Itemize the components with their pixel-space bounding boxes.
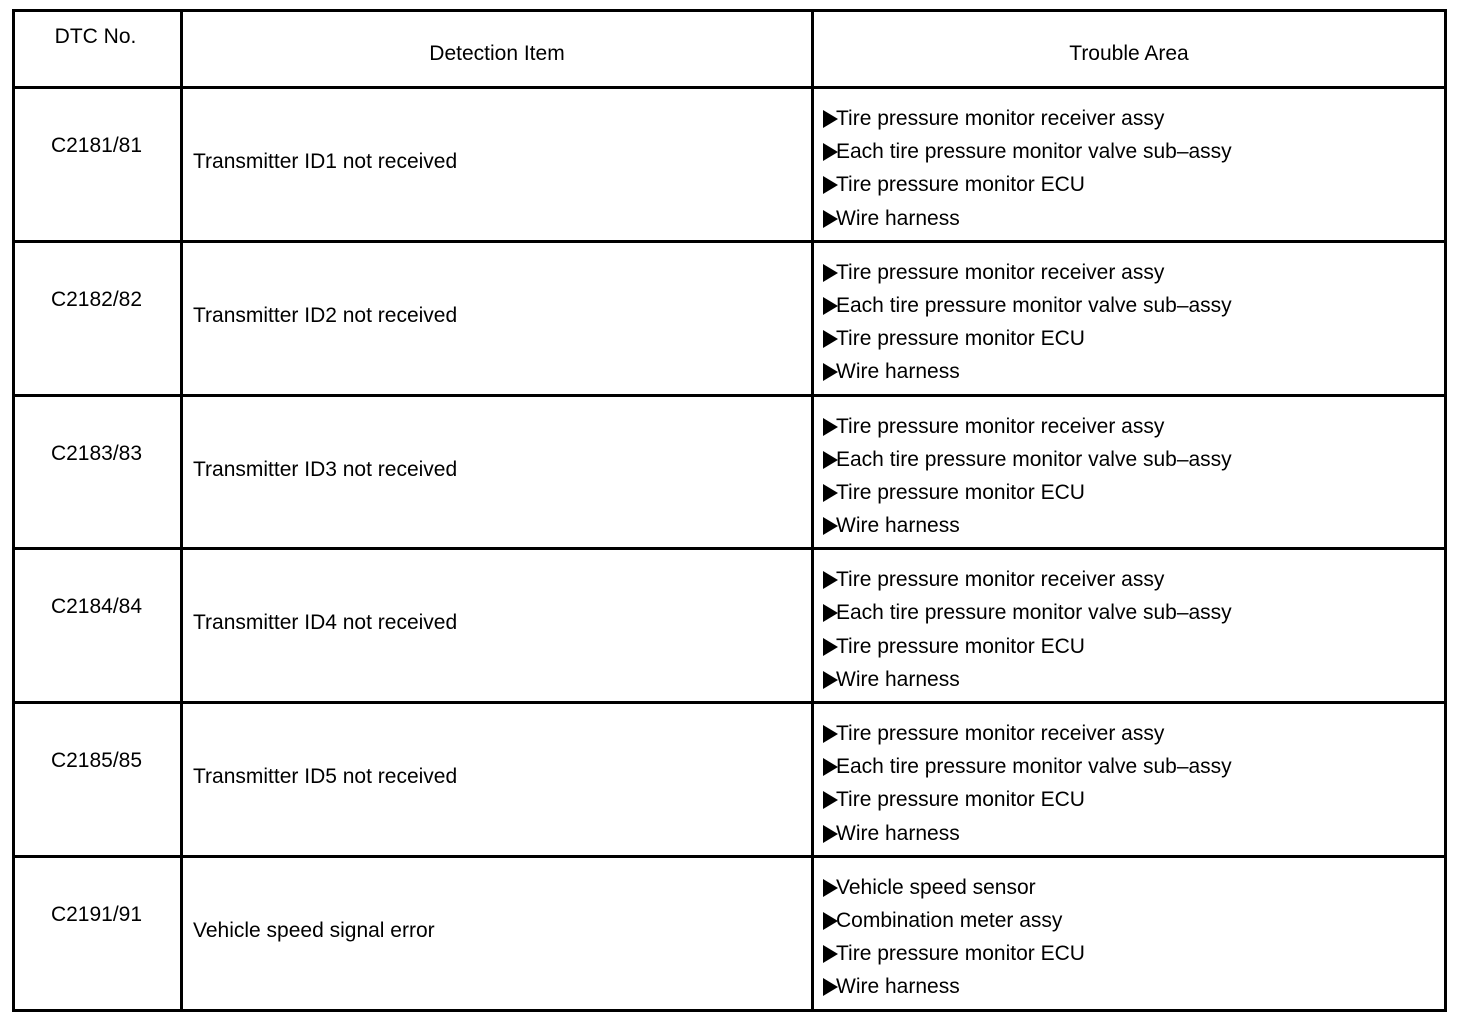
trouble-area-text: Tire pressure monitor ECU [836,942,1085,966]
list-item [823,514,1444,547]
table-row [14,549,1446,703]
header-dtc-no [14,11,182,88]
dtc-code: C2185/85 [50,749,143,772]
trouble-area-text: Tire pressure monitor receiver assy [836,260,1165,284]
trouble-area-text: Tire pressure monitor ECU [836,173,1085,197]
list-item [823,140,1444,173]
list-item [823,173,1444,206]
dtc-code-cell [14,703,182,857]
trouble-area-text: Tire pressure monitor ECU [836,788,1085,812]
header-dtc-no-label: DTC No. [54,25,137,48]
list-item [823,942,1444,975]
dtc-code-cell [14,549,182,703]
dtc-code-cell [14,241,182,395]
list-item [823,261,1444,294]
detection-item: Transmitter ID5 not received [193,765,458,788]
detection-item-cell [182,703,813,857]
list-item [823,876,1444,909]
detection-item: Transmitter ID2 not received [193,303,458,327]
detection-item-cell [182,88,813,242]
trouble-area-text: Wire harness [836,514,960,538]
list-item [823,635,1444,668]
trouble-area-cell [813,703,1446,857]
detection-item: Transmitter ID4 not received [193,611,458,635]
dtc-code: C2182/82 [50,287,143,311]
list-item [823,909,1444,942]
trouble-area-text: Wire harness [836,667,960,691]
list-item [823,568,1444,601]
trouble-area-cell [813,856,1446,1010]
trouble-area-list [814,253,1444,394]
trouble-area-cell [813,88,1446,242]
table-row [14,241,1446,395]
table-row [14,395,1446,549]
trouble-area-cell [813,549,1446,703]
trouble-area-cell [813,395,1446,549]
trouble-area-text: Wire harness [836,975,960,999]
header-row [14,11,1446,88]
header-trouble-area-label: Trouble Area [1069,42,1189,65]
detection-item-cell [182,395,813,549]
trouble-area-cell [813,241,1446,395]
list-item [823,788,1444,821]
trouble-area-text: Tire pressure monitor ECU [836,634,1085,658]
list-item [823,207,1444,240]
table-row [14,703,1446,857]
trouble-area-text: Wire harness [836,821,960,845]
trouble-area-list [814,99,1444,240]
detection-item-cell [182,549,813,703]
dtc-code-cell [14,395,182,549]
table-body [14,88,1446,1011]
dtc-code-cell [14,856,182,1010]
detection-item: Transmitter ID3 not received [193,457,458,481]
list-item [823,755,1444,788]
trouble-area-text: Tire pressure monitor receiver assy [836,107,1165,130]
dtc-code: C2184/84 [50,595,143,619]
dtc-code-cell [14,88,182,242]
dtc-code: C2191/91 [50,902,143,926]
trouble-area-text: Each tire pressure monitor valve sub–assy [836,755,1232,779]
list-item [823,294,1444,327]
list-item [823,975,1444,1008]
trouble-area-text: Combination meter assy [836,908,1063,932]
dtc-table [12,9,1447,1012]
trouble-area-text: Tire pressure monitor receiver assy [836,722,1165,745]
detection-item: Transmitter ID1 not received [193,150,458,173]
dtc-code: C2183/83 [50,441,143,465]
list-item [823,327,1444,360]
table-row [14,88,1446,242]
header-trouble-area [813,11,1446,88]
trouble-area-text: Each tire pressure monitor valve sub–assy [836,293,1232,317]
trouble-area-text: Wire harness [836,206,960,230]
list-item [823,448,1444,481]
trouble-area-text: Each tire pressure monitor valve sub–assy [836,601,1232,625]
list-item [823,822,1444,855]
list-item [823,481,1444,514]
detection-item-cell [182,241,813,395]
trouble-area-list [814,407,1444,548]
list-item [823,360,1444,393]
trouble-area-text: Tire pressure monitor ECU [836,480,1085,504]
dtc-code: C2181/81 [50,134,143,157]
table-row [14,856,1446,1010]
trouble-area-text: Each tire pressure monitor valve sub–assy [836,447,1232,471]
trouble-area-list [814,714,1444,855]
list-item [823,601,1444,634]
header-detection-item [182,11,813,88]
trouble-area-text: Each tire pressure monitor valve sub–assy [836,140,1232,164]
trouble-area-list [814,560,1444,701]
trouble-area-text: Wire harness [836,360,960,384]
list-item [823,722,1444,755]
list-item [823,107,1444,140]
trouble-area-text: Tire pressure monitor receiver assy [836,414,1165,438]
list-item [823,668,1444,701]
trouble-area-text: Tire pressure monitor ECU [836,327,1085,351]
trouble-area-text: Tire pressure monitor receiver assy [836,568,1165,592]
detection-item-cell [182,856,813,1010]
header-detection-item-label: Detection Item [429,42,565,65]
list-item [823,415,1444,448]
trouble-area-text: Vehicle speed sensor [836,875,1036,899]
detection-item: Vehicle speed signal error [193,918,435,942]
trouble-area-list [814,868,1444,1009]
